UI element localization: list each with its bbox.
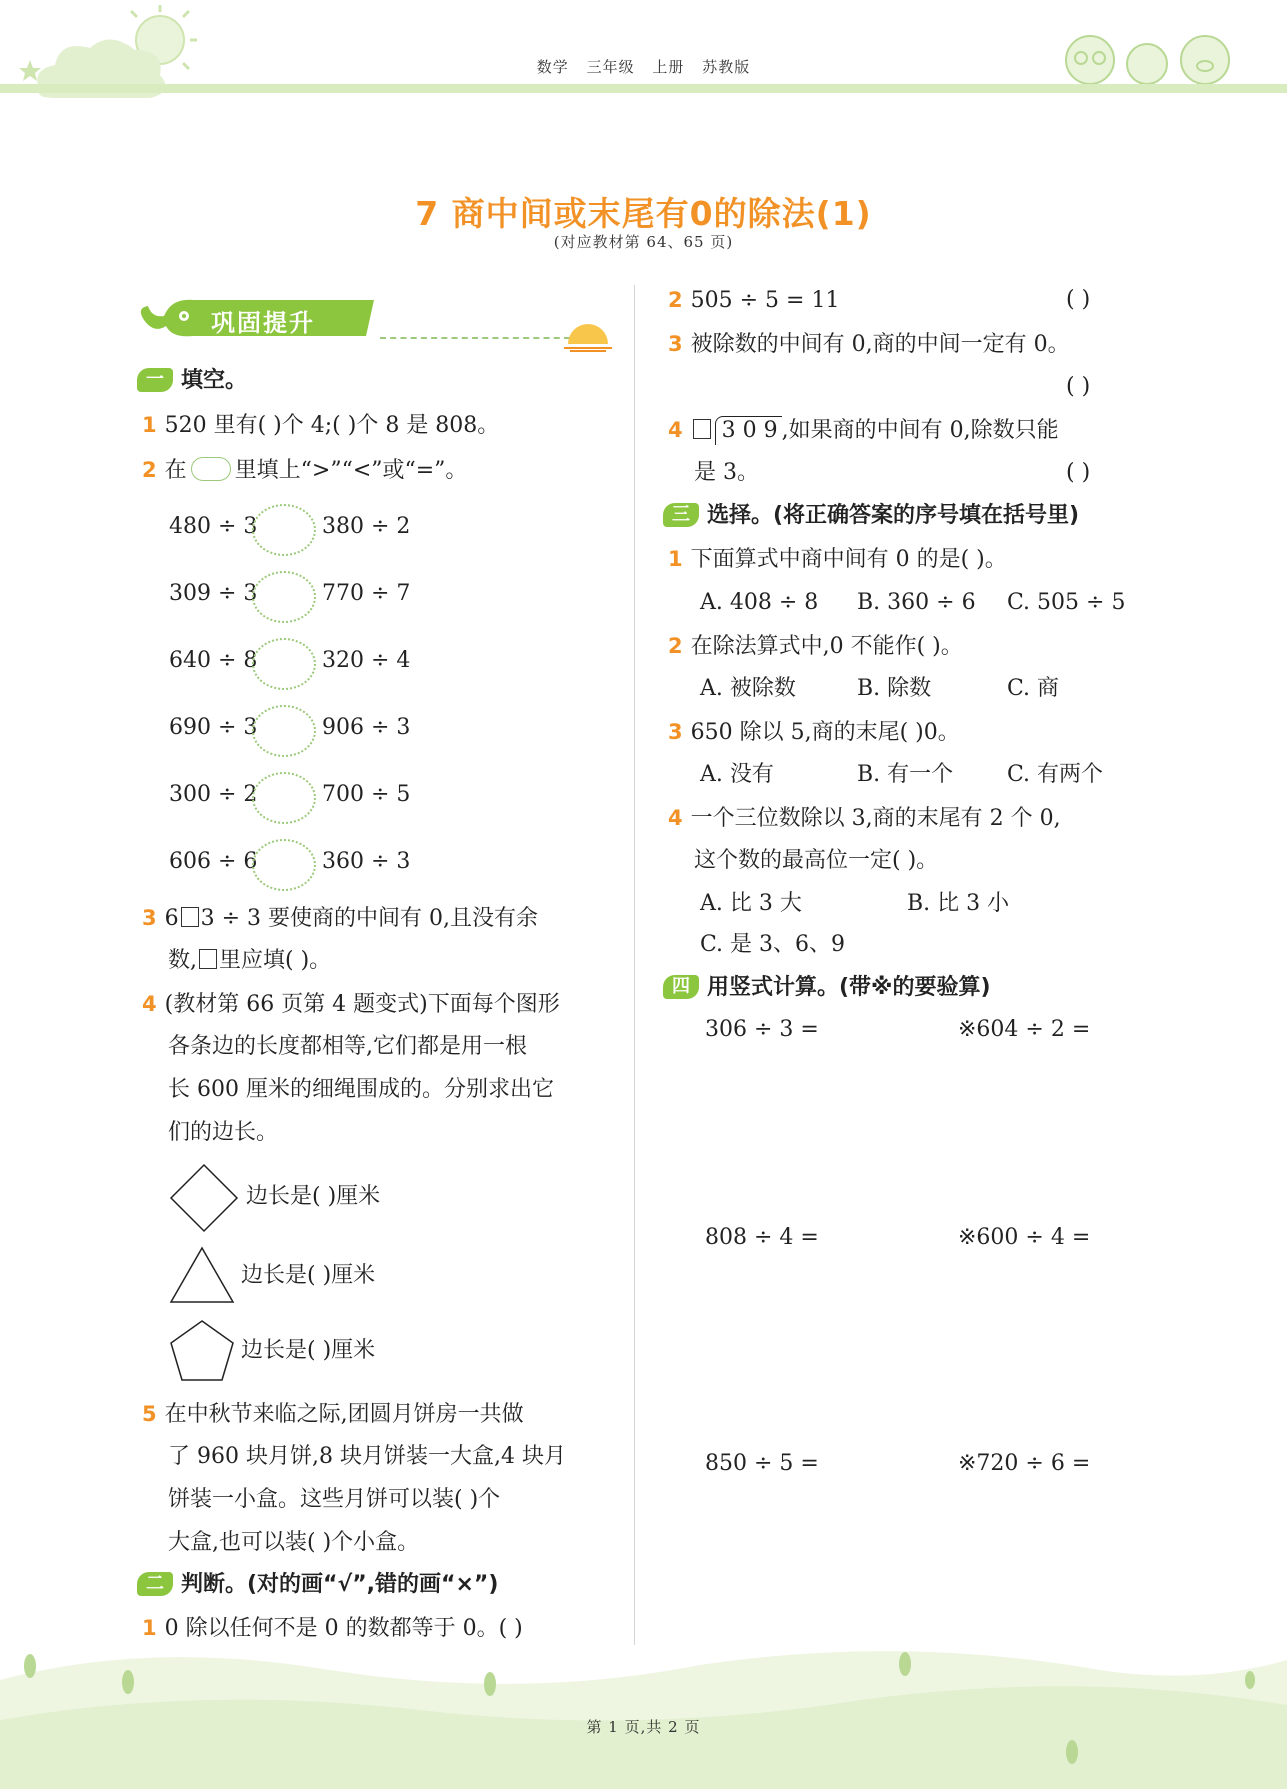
section-title: 用竖式计算。(带※的要验算): [707, 975, 991, 1000]
section-choose-heading: [663, 502, 1079, 530]
question-text: 被除数的中间有 0,商的中间一定有 0。: [690, 332, 1070, 357]
answer-paren[interactable]: ( ): [498, 1616, 523, 1641]
footer-hills: [0, 1640, 1287, 1789]
compare-left: 300 ÷ 2: [169, 782, 258, 807]
question-text: 数,: [168, 948, 197, 973]
compare-answer-oval[interactable]: [252, 571, 316, 623]
compare-answer-oval[interactable]: [252, 772, 316, 824]
judge-q4-line2: 是 3。: [694, 460, 759, 485]
calc-problem-verify: ※600 ÷ 4 =: [958, 1225, 1091, 1250]
fill-q5-line4: 大盒,也可以装( )个小盒。: [168, 1530, 420, 1555]
judge-q3: [668, 330, 1070, 359]
judge-q2: [668, 286, 839, 315]
option-c[interactable]: C. 505 ÷ 5: [1007, 590, 1126, 615]
page-subtitle: (对应教材第 64、65 页): [553, 233, 734, 251]
choose-q4-line2: 这个数的最高位一定( )。: [694, 848, 939, 873]
question-text: 505 ÷ 5 = 11: [690, 288, 840, 313]
question-number: 5: [142, 1402, 157, 1426]
section-badge: 四: [663, 975, 699, 999]
square-side-length: 边长是( )厘米: [246, 1184, 381, 1209]
blank-box-icon: [693, 419, 711, 439]
header-subject: 数学: [536, 58, 569, 76]
question-number: 4: [668, 418, 683, 442]
header-info: [0, 56, 1287, 77]
fill-q4-line3: 长 600 厘米的细绳围成的。分别求出它: [168, 1077, 554, 1102]
calc-problem: 808 ÷ 4 =: [705, 1225, 819, 1250]
section-badge: 三: [663, 503, 699, 527]
compare-right: 770 ÷ 7: [322, 581, 411, 606]
compare-left: 640 ÷ 8: [169, 648, 258, 673]
section-judge-heading: [137, 1571, 498, 1599]
question-number: 2: [142, 458, 157, 482]
compare-left: 309 ÷ 3: [169, 581, 258, 606]
pentagon-side-length: 边长是( )厘米: [241, 1338, 376, 1363]
compare-right: 700 ÷ 5: [322, 782, 411, 807]
option-a[interactable]: A. 被除数: [700, 676, 796, 701]
header-bar: [0, 84, 1287, 93]
column-divider: [634, 285, 635, 1645]
option-a[interactable]: A. 比 3 大: [700, 891, 802, 916]
section-title: 填空。: [181, 368, 248, 393]
compare-answer-oval[interactable]: [252, 504, 316, 556]
choose-q4-line1: [668, 804, 1061, 833]
choose-q3: [668, 718, 960, 747]
header-volume: 上册: [652, 58, 685, 76]
compare-answer-oval[interactable]: [252, 638, 316, 690]
header-edition: 苏教版: [702, 58, 751, 76]
blank-box-icon: [199, 949, 217, 969]
answer-paren[interactable]: ( ): [1066, 287, 1091, 312]
square-shape-icon: [168, 1162, 240, 1234]
compare-left: 480 ÷ 3: [169, 514, 258, 539]
fill-q1: [142, 411, 499, 440]
question-number: 3: [668, 720, 683, 744]
compare-left: 690 ÷ 3: [169, 715, 258, 740]
section-calc-heading: [663, 974, 991, 1002]
question-number: 3: [668, 332, 683, 356]
section-badge: 一: [137, 368, 173, 392]
question-text-pre: 在: [164, 458, 187, 483]
triangle-shape-icon: [168, 1245, 236, 1305]
option-a[interactable]: A. 没有: [700, 762, 774, 787]
sunrise-icon: [562, 316, 614, 352]
fill-q5-line1: [142, 1400, 524, 1429]
question-text: (教材第 66 页第 4 题变式)下面每个图形: [164, 992, 560, 1017]
fill-q5-line2: 了 960 块月饼,8 块月饼装一大盒,4 块月: [168, 1444, 566, 1469]
fill-q5-line3: 饼装一小盒。这些月饼可以装( )个: [168, 1487, 501, 1512]
fill-q4-line4: 们的边长。: [168, 1120, 279, 1145]
question-text: 3 ÷ 3 要使商的中间有 0,且没有余: [200, 906, 539, 931]
question-text: 520 里有( )个 4;( )个 8 是 808。: [164, 413, 500, 438]
page-number: 第 1 页,共 2 页: [586, 1718, 701, 1736]
answer-oval-icon: [191, 457, 231, 481]
judge-q4-line1: [668, 416, 1059, 445]
judge-q1: [142, 1614, 523, 1643]
compare-left: 606 ÷ 6: [169, 849, 258, 874]
blank-box-icon: [181, 907, 199, 927]
compare-answer-oval[interactable]: [252, 839, 316, 891]
fill-q3-line1: [142, 904, 538, 933]
compare-answer-oval[interactable]: [252, 705, 316, 757]
banner-dashed-line: [380, 337, 570, 339]
header-decoration-left: [0, 0, 260, 110]
calc-problem: 306 ÷ 3 =: [705, 1017, 819, 1042]
fill-q4-line1: [142, 990, 560, 1019]
question-text: 650 除以 5,商的末尾( )0。: [690, 720, 960, 745]
long-division-icon: 3 0 9: [715, 416, 782, 445]
compare-right: 360 ÷ 3: [322, 849, 411, 874]
calc-problem: 850 ÷ 5 =: [705, 1451, 819, 1476]
header-grade: 三年级: [586, 58, 635, 76]
question-text: 6: [164, 906, 179, 931]
question-text: 里应填( )。: [219, 948, 332, 973]
triangle-side-length: 边长是( )厘米: [241, 1263, 376, 1288]
fill-q2: [142, 456, 467, 485]
option-b[interactable]: B. 比 3 小: [907, 891, 1010, 916]
page-title: 7 商中间或末尾有0的除法(1): [415, 194, 872, 233]
question-text: 在中秋节来临之际,团圆月饼房一共做: [164, 1402, 524, 1427]
question-text: ,如果商的中间有 0,除数只能: [781, 418, 1059, 443]
option-c[interactable]: C. 商: [1007, 676, 1060, 701]
compare-right: 906 ÷ 3: [322, 715, 411, 740]
fill-q3-line2: [168, 947, 331, 975]
question-number: 4: [142, 992, 157, 1016]
answer-paren[interactable]: ( ): [1066, 460, 1091, 485]
question-number: 2: [668, 288, 683, 312]
compare-right: 380 ÷ 2: [322, 514, 411, 539]
pentagon-shape-icon: [168, 1318, 236, 1384]
question-number: 1: [142, 413, 157, 437]
option-b[interactable]: B. 有一个: [857, 762, 954, 787]
header-decoration-right: [1055, 20, 1255, 90]
option-c[interactable]: C. 是 3、6、9: [700, 932, 846, 957]
question-text: 在除法算式中,0 不能作( )。: [690, 634, 963, 659]
question-text: 下面算式中商中间有 0 的是( )。: [690, 547, 1007, 572]
choose-q1: [668, 545, 1007, 574]
question-text: 一个三位数除以 3,商的末尾有 2 个 0,: [690, 806, 1061, 831]
question-number: 1: [142, 1616, 157, 1640]
option-b[interactable]: B. 360 ÷ 6: [857, 590, 976, 615]
section-title: 判断。(对的画“√”,错的画“×”): [181, 1572, 499, 1597]
answer-paren[interactable]: ( ): [1066, 374, 1091, 399]
question-text: 0 除以任何不是 0 的数都等于 0。: [164, 1616, 499, 1641]
fill-q4-line2: 各条边的长度都相等,它们都是用一根: [168, 1034, 527, 1059]
compare-right: 320 ÷ 4: [322, 648, 411, 673]
question-number: 3: [142, 906, 157, 930]
question-number: 2: [668, 634, 683, 658]
calc-problem-verify: ※604 ÷ 2 =: [958, 1017, 1091, 1042]
section-title: 选择。(将正确答案的序号填在括号里): [707, 503, 1080, 528]
section-fill-heading: [137, 367, 247, 395]
choose-q2: [668, 632, 963, 661]
section-badge: 二: [137, 1572, 173, 1596]
option-b[interactable]: B. 除数: [857, 676, 932, 701]
question-number: 1: [668, 547, 683, 571]
option-c[interactable]: C. 有两个: [1007, 762, 1104, 787]
banner-label: 巩固提升: [211, 309, 315, 337]
question-number: 4: [668, 806, 683, 830]
calc-problem-verify: ※720 ÷ 6 =: [958, 1451, 1091, 1476]
option-a[interactable]: A. 408 ÷ 8: [700, 590, 819, 615]
question-text-post: 里填上“>”“<”或“=”。: [234, 458, 468, 483]
